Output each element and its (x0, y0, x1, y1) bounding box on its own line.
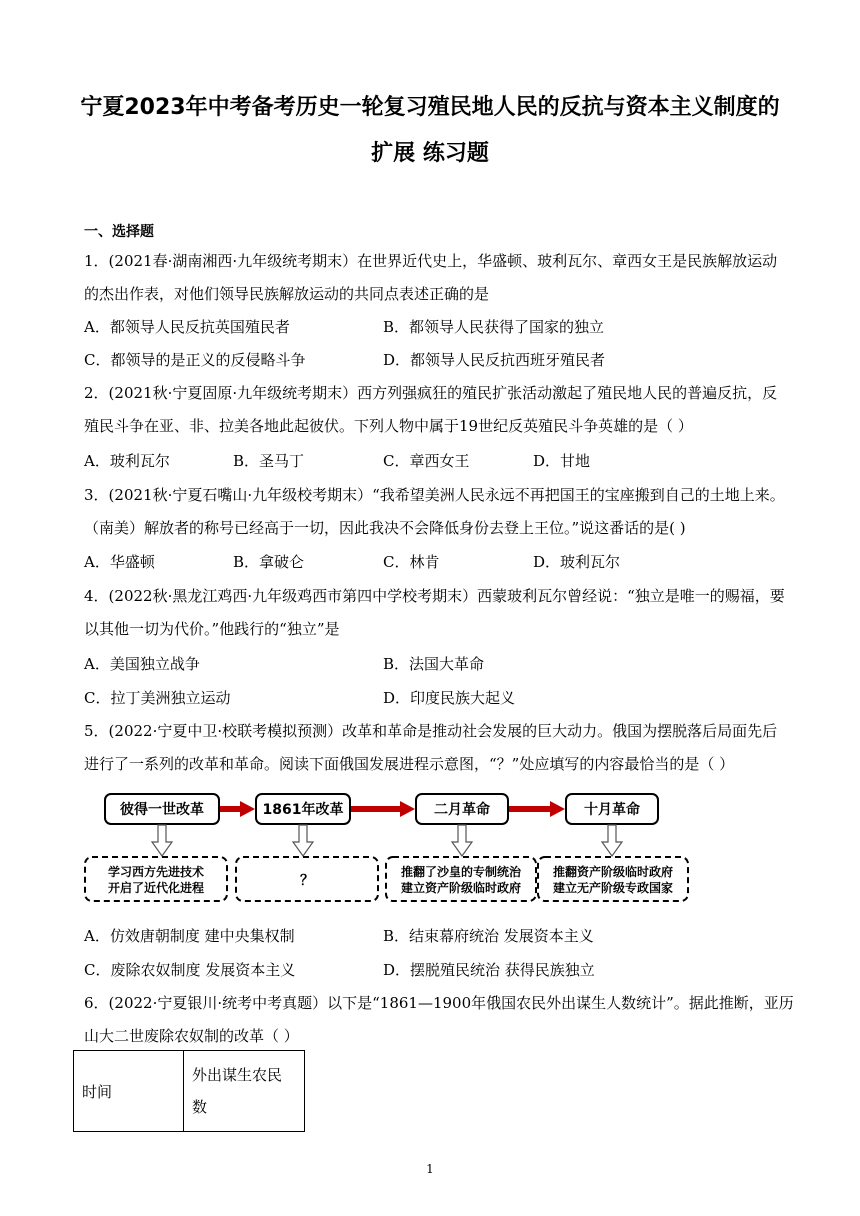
arrow-1-2 (220, 801, 255, 817)
question-3-stem-line-2: （南美）解放者的称号已经高于一切，因此我决不会降低身份去登上王位。”说这番话的是( ) (84, 519, 686, 537)
result-1-line-2: 开启了近代化进程 (107, 881, 205, 895)
question-2-stem-line-2: 殖民斗争在亚、非、拉美各地此起彼伏。下列人物中属于19世纪反英殖民斗争英雄的是（ ） (84, 417, 693, 435)
question-3-option-d: D．玻利瓦尔 (533, 553, 621, 571)
stage-label-2: 1861年改革 (262, 802, 344, 818)
question-2-stem-line-1: 2．(2021秋·宁夏固原·九年级统考期末）西方列强疯狂的殖民扩张活动激起了殖民地人民的普遍反抗，反 (84, 384, 778, 402)
peasant-migration-table (73, 1050, 305, 1132)
question-4-option-b: B．法国大革命 (383, 655, 485, 673)
result-4-line-2: 建立无产阶级专政国家 (552, 881, 674, 895)
question-5-option-d: D．摆脱殖民统治 获得民族独立 (383, 961, 595, 979)
question-1-option-a: A．都领导人民反抗英国殖民者 (84, 318, 290, 336)
stage-box-3 (416, 794, 508, 824)
page-title-line-2: 扩展 练习题 (371, 141, 489, 166)
question-3-stem-line-1: 3．(2021秋·宁夏石嘴山·九年级校考期末）“我希望美洲人民永远不再把国王的宝座搬到自己的土地上来。 (84, 486, 785, 504)
question-1-option-b: B．都领导人民获得了国家的独立 (383, 318, 605, 336)
question-2-option-a: A．玻利瓦尔 (84, 452, 170, 470)
question-3-option-a: A．华盛顿 (84, 553, 155, 571)
stage-box-4 (566, 794, 658, 824)
question-1-stem-line-2: 的杰出作表，对他们领导民族解放运动的共同点表述正确的是 (84, 285, 490, 303)
question-5-option-c: C．废除农奴制度 发展资本主义 (84, 961, 296, 979)
question-5-stem-line-2: 进行了一系列的改革和革命。阅读下面俄国发展进程示意图，“？”处应填写的内容最恰当的是（ ） (84, 755, 735, 773)
result-4-line-1: 推翻资产阶级临时政府 (552, 865, 674, 879)
question-4-stem-line-2: 以其他一切为代价。”他践行的“独立”是 (84, 620, 340, 638)
question-6-stem-line-1: 6．(2022·宁夏银川·统考中考真题）以下是“1861—1900年俄国农民外出谋生人数统计”。据此推断，亚历 (84, 994, 794, 1012)
table-header-row (74, 1051, 305, 1132)
question-2-option-c: C．章西女王 (383, 452, 470, 470)
question-3-option-c: C．林肯 (383, 553, 440, 571)
stage-label-3: 二月革命 (434, 802, 490, 818)
down-arrow-3 (452, 825, 472, 856)
question-5-option-b: B．结束幕府统治 发展资本主义 (383, 927, 594, 945)
russia-development-diagram (80, 784, 700, 908)
question-2-option-b: B．圣马丁 (233, 452, 305, 470)
question-4-option-c: C．拉丁美洲独立运动 (84, 689, 231, 707)
down-arrow-4 (602, 825, 622, 856)
arrow-2-3 (351, 801, 415, 817)
stage-box-2 (256, 794, 350, 824)
question-3-option-b: B．拿破仑 (233, 553, 305, 571)
question-1-option-d: D．都领导人民反抗西班牙殖民者 (383, 351, 606, 369)
question-5-option-a: A．仿效唐朝制度 建中央集权制 (84, 927, 295, 945)
down-arrow-2 (293, 825, 313, 856)
question-4-stem-line-1: 4．(2022秋·黑龙江鸡西·九年级鸡西市第四中学校考期末）西蒙玻利瓦尔曾经说：“独立是唯一的赐福，要 (84, 587, 785, 605)
table-header-migrant-count-line-1: 外出谋生农民 (192, 1066, 283, 1084)
question-4-option-d: D．印度民族大起义 (383, 689, 516, 707)
question-6-stem-line-2: 山大二世废除农奴制的改革（ ） (84, 1027, 299, 1045)
table-header-migrant-count (184, 1051, 305, 1132)
question-4-option-a: A．美国独立战争 (84, 655, 200, 673)
section-heading: 一、选择题 (84, 224, 154, 240)
result-2-question-mark: ？ (300, 873, 314, 889)
page-title-line-1: 宁夏2023年中考备考历史一轮复习殖民地人民的反抗与资本主义制度的 (80, 95, 780, 120)
question-1-stem-line-1: 1．(2021春·湖南湘西·九年级统考期末）在世界近代史上，华盛顿、玻利瓦尔、章西女王是民族解放运动 (84, 252, 778, 270)
stage-label-4: 十月革命 (584, 802, 640, 818)
down-arrows (152, 825, 622, 856)
table-header-migrant-count-line-2: 数 (192, 1098, 208, 1116)
down-arrow-1 (152, 825, 172, 856)
stage-label-1: 彼得一世改革 (120, 802, 204, 818)
arrow-3-4 (509, 801, 565, 817)
question-1-option-c: C．都领导的是正义的反侵略斗争 (84, 351, 306, 369)
stage-box-1 (105, 794, 219, 824)
table-header-time: 时间 (74, 1051, 184, 1132)
result-3-line-1: 推翻了沙皇的专制统治 (400, 865, 522, 879)
page-number: 1 (426, 1162, 434, 1176)
result-3-line-2: 建立资产阶级临时政府 (400, 881, 522, 895)
question-2-option-d: D．甘地 (533, 452, 591, 470)
question-5-stem-line-1: 5．(2022·宁夏中卫·校联考模拟预测）改革和革命是推动社会发展的巨大动力。俄国为摆脱落后局面先后 (84, 722, 778, 740)
result-1-line-1: 学习西方先进技术 (107, 865, 205, 879)
